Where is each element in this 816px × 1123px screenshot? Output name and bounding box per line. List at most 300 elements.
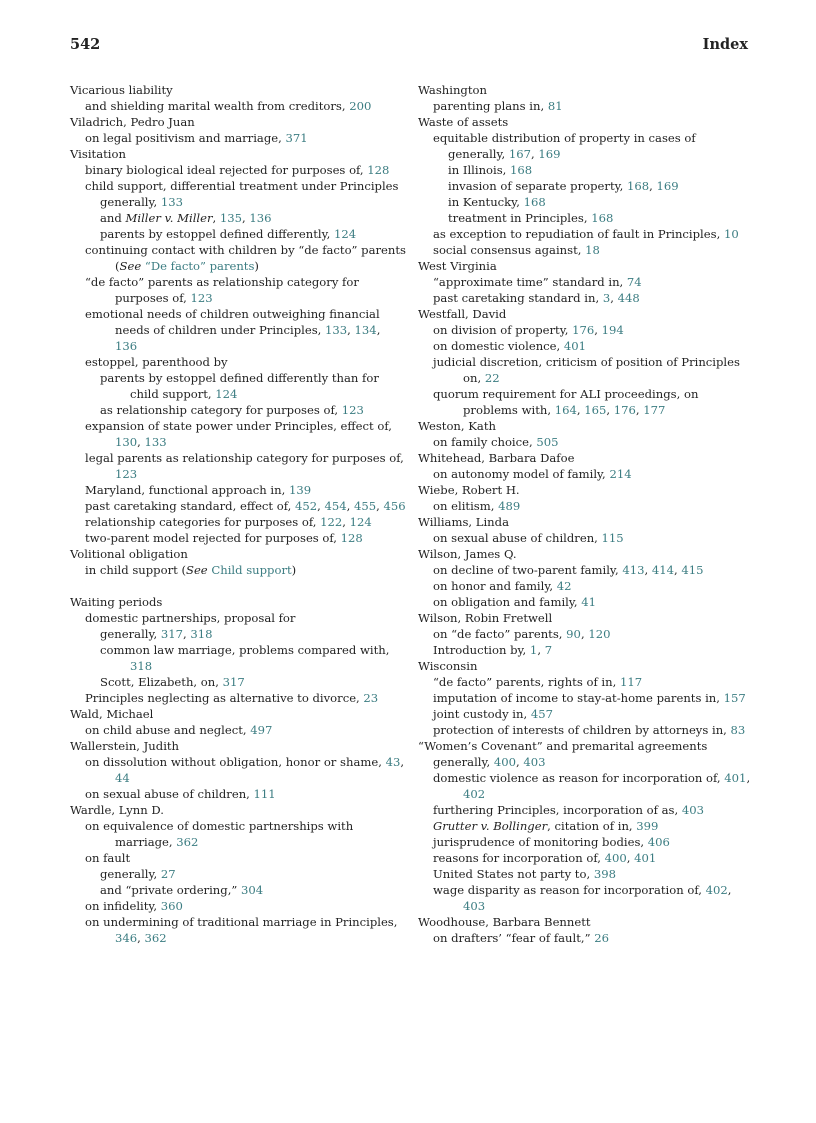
index-subentry [418,834,754,850]
page-reference-link[interactable]: 371 [285,131,308,145]
page-reference-link[interactable]: 123 [341,403,364,417]
index-subentry [418,722,754,738]
index-subentry [418,818,754,834]
entry-text: Wilson, Robin Fretwell [418,611,553,625]
index-column-right [418,82,754,946]
entry-text: ) [254,259,259,273]
index-subentry [70,498,406,514]
entry-text: “approximate time” standard in, [433,275,627,289]
entry-text: on elitism, [433,499,499,513]
page-reference-link[interactable]: 176 [572,323,595,337]
entry-text: , [576,403,585,417]
entry-text: on infidelity, [85,899,161,913]
index-subentry [70,690,406,706]
entry-text: , [137,435,145,449]
index-subentry [418,930,754,946]
entry-text: on honor and family, [433,579,557,593]
entry-text: equitable distribution of property in cases of [433,131,696,145]
page-reference-link[interactable]: 90 [566,627,581,641]
page-reference-link[interactable]: 403 [463,899,486,913]
entry-text: Vicarious liability [70,83,173,97]
page-reference-link[interactable]: 157 [723,691,746,705]
index-subentry [70,882,406,898]
page-reference-link[interactable]: 401 [724,771,747,785]
index-heading [418,546,754,562]
page-reference-link[interactable]: 135 [219,211,243,225]
index-subentry [70,562,406,578]
entry-text: on division of property, [433,323,573,337]
page-reference-link[interactable]: 489 [498,499,521,513]
index-heading [418,114,754,130]
entry-text: on autonomy model of family, [433,467,610,481]
index-subentry [418,178,754,194]
entry-text: , [537,643,545,657]
index-subentry [70,482,406,498]
entry-text: , [746,771,751,785]
page-reference-link[interactable]: 1 [529,643,538,657]
index-subentry [70,274,406,306]
entry-text: in child support ( [85,563,186,577]
page-reference-link[interactable]: 124 [215,387,238,401]
entry-text: , [212,211,220,225]
page-reference-link[interactable]: 398 [593,867,616,881]
entry-text: Wisconsin [418,659,478,673]
entry-text: , [317,499,325,513]
entry-text: , [606,403,614,417]
entry-text: on equivalence of domestic partnerships with marriage, [85,819,354,849]
entry-text: , [635,403,644,417]
index-subentry [70,626,406,642]
entry-text: on dissolution without obligation, honor or shame, [85,755,386,769]
page-reference-link[interactable]: 400 [604,851,627,865]
entry-text: , [400,755,405,769]
entry-text: , [347,323,355,337]
page-reference-link[interactable]: “De facto” parents [141,259,255,273]
page-reference-link[interactable]: 346 [115,931,138,945]
page-reference-link[interactable]: 165 [584,403,607,417]
entry-text: on undermining of traditional marriage in Principles, [85,915,398,929]
index-subentry [70,642,406,674]
entry-text: , [342,515,350,529]
page-reference-link[interactable]: 42 [556,579,572,593]
entry-text: Wardle, Lynn D. [70,803,164,817]
page-reference-link[interactable]: 133 [325,323,348,337]
entry-text: , [376,323,381,337]
page-reference-link[interactable]: 454 [324,499,347,513]
page-reference-link[interactable]: 317 [160,627,184,641]
page-reference-link[interactable]: 27 [160,867,176,881]
index-subentry [70,450,406,482]
index-heading [70,546,406,562]
index-subentry [418,338,754,354]
entry-text: and [100,211,126,225]
entry-text: relationship categories for purposes of, [85,515,321,529]
index-subentry [418,194,754,210]
index-subentry [418,146,754,162]
index-heading [418,514,754,530]
entry-text: joint custody in, [433,707,531,721]
entry-text: “Women’s Covenant” and premarital agreements [418,739,708,753]
index-subentry [418,866,754,882]
page-reference-link[interactable]: 123 [115,467,138,481]
entry-text: domestic violence as reason for incorporation of, [433,771,725,785]
page-reference-link[interactable]: 402 [705,883,728,897]
entry-text: on child abuse and neglect, [85,723,251,737]
page-reference-link[interactable]: 317 [222,675,245,689]
index-subentry [418,322,754,338]
entry-text: , [346,499,355,513]
index-subentry [418,594,754,610]
index-subentry [70,226,406,242]
entry-text: on sexual abuse of children, [433,531,602,545]
page-header [70,36,748,53]
index-subentry [70,130,406,146]
entry-text: continuing contact with children by “de facto” parents ( [85,243,406,273]
index-heading [418,482,754,498]
entry-text: domestic partnerships, proposal for [85,611,296,625]
italic-text: See [186,563,208,577]
page-reference-link[interactable]: 455 [354,499,377,513]
entry-text: generally, [100,627,161,641]
entry-text: Whitehead, Barbara Dafoe [418,451,575,465]
page-reference-link[interactable]: 74 [626,275,642,289]
index-heading [418,738,754,754]
index-heading [70,706,406,722]
entry-text: , [580,627,589,641]
entry-text: on domestic violence, [433,339,564,353]
index-subentry [418,642,754,658]
page-reference-link[interactable]: 168 [591,211,614,225]
page-reference-link[interactable]: Child support [207,563,292,577]
entry-text: past caretaking standard, effect of, [85,499,295,513]
entry-text: in Illinois, [448,163,511,177]
italic-text: Miller v. Miller [125,211,213,225]
entry-text: on drafters’ “fear of fault,” [433,931,595,945]
index-subentry [70,866,406,882]
page-reference-link[interactable]: 194 [601,323,624,337]
page-reference-link[interactable]: 133 [144,435,167,449]
page-reference-link[interactable]: 448 [617,291,640,305]
entry-text: Introduction by, [433,643,530,657]
entry-text: past caretaking standard in, [433,291,603,305]
page-reference-link[interactable]: 318 [190,627,213,641]
entry-text: Wiebe, Robert H. [418,483,520,497]
index-subentry [418,530,754,546]
page-reference-link[interactable]: 403 [523,755,546,769]
entry-text: generally, [433,755,494,769]
entry-text: and shielding marital wealth from creditors, [85,99,350,113]
entry-text: on obligation and family, [433,595,582,609]
entry-text: invasion of separate property, [448,179,627,193]
index-heading [418,610,754,626]
index-subentry [418,130,754,146]
index-subentry [70,514,406,530]
index-subentry [418,802,754,818]
index-heading [70,738,406,754]
page-reference-link[interactable]: 23 [363,691,379,705]
page-reference-link[interactable]: 505 [536,435,559,449]
page-reference-link[interactable]: 169 [656,179,679,193]
page-reference-link[interactable]: 3 [602,291,611,305]
entry-text: Wald, Michael [70,707,154,721]
index-subentry [70,850,406,866]
index-subentry [70,242,406,274]
page-reference-link[interactable]: 136 [115,339,138,353]
entry-text: Waiting periods [70,595,163,609]
entry-text: judicial discretion, criticism of position of Principles on, [433,355,740,385]
page-reference-link[interactable]: 362 [176,835,199,849]
index-subentry [418,706,754,722]
index-subentry [70,786,406,802]
page-reference-link[interactable]: 117 [619,675,643,689]
page-reference-link[interactable]: 304 [241,883,264,897]
page-reference-link[interactable]: 413 [622,563,645,577]
page-reference-link[interactable]: 120 [588,627,611,641]
entry-text: Wilson, James Q. [418,547,517,561]
entry-text: Woodhouse, Barbara Bennett [418,915,591,929]
entry-text: Williams, Linda [418,515,509,529]
entry-text: Maryland, functional approach in, [85,483,289,497]
index-subentry [418,386,754,418]
entry-text: Volitional obligation [70,547,188,561]
page-reference-link[interactable]: 399 [636,819,659,833]
page-reference-link[interactable]: 318 [130,659,153,673]
index-heading [418,658,754,674]
page-reference-link[interactable]: 7 [544,643,553,657]
page-reference-link[interactable]: 111 [253,787,276,801]
index-subentry [418,290,754,306]
page-reference-link[interactable]: 128 [340,531,363,545]
index-subentry [418,578,754,594]
page-reference-link[interactable]: 139 [288,483,312,497]
entry-text: social consensus against, [433,243,586,257]
page-reference-link[interactable]: 122 [320,515,343,529]
entry-text: , [727,883,732,897]
entry-text: protection of interests of children by attorneys in, [433,723,731,737]
index-subentry [418,274,754,290]
entry-text: child support, differential treatment under Principles [85,179,399,193]
page-reference-link[interactable]: 81 [547,99,563,113]
page-reference-link[interactable]: 124 [349,515,372,529]
entry-text: on legal positivism and marriage, [85,131,286,145]
entry-text: parents by estoppel defined differently than for child support, [100,371,379,401]
entry-text: Waste of assets [418,115,509,129]
index-subentry [418,210,754,226]
entry-text: Principles neglecting as alternative to divorce, [85,691,364,705]
index-subentry [418,690,754,706]
index-subentry [418,434,754,450]
entry-text: parenting plans in, [433,99,548,113]
page-reference-link[interactable]: 403 [681,803,705,817]
entry-text: , [531,147,539,161]
page-reference-link[interactable]: 402 [463,787,486,801]
page-reference-link[interactable]: 360 [160,899,183,913]
entry-text: on decline of two-parent family, [433,563,623,577]
page-reference-link[interactable]: 452 [295,499,318,513]
entry-text: estoppel, parenthood by [85,355,228,369]
page-reference-link[interactable]: 414 [651,563,674,577]
page-reference-link[interactable]: 123 [190,291,213,305]
index-subentry [70,610,406,626]
page-reference-link[interactable]: 167 [508,147,532,161]
index-heading [418,82,754,98]
italic-text: See [119,259,142,273]
page-reference-link[interactable]: 406 [647,835,670,849]
entry-spacer [70,578,406,594]
index-heading [418,914,754,930]
page-reference-link[interactable]: 134 [354,323,377,337]
entry-text: , [137,931,145,945]
entry-text: Visitation [70,147,126,161]
index-subentry [70,674,406,690]
index-heading [418,306,754,322]
page-reference-link[interactable]: 362 [144,931,167,945]
entry-text: ) [291,563,297,577]
page-reference-link[interactable]: 26 [594,931,609,945]
entry-text: generally, [100,195,161,209]
index-subentry [70,754,406,786]
index-subentry [70,914,406,946]
index-subentry [418,626,754,642]
page-reference-link[interactable]: 401 [563,339,587,353]
page-reference-link[interactable]: 214 [609,467,632,481]
index-column-left [70,82,406,946]
page-reference-link[interactable]: 10 [723,227,739,241]
entry-text: , [649,179,657,193]
page-reference-link[interactable]: 400 [493,755,517,769]
page-reference-link[interactable]: 401 [634,851,657,865]
italic-text: Grutter v. Bollinger [433,819,548,833]
index-subentry [70,530,406,546]
page-reference-link[interactable]: 130 [115,435,138,449]
index-subentry [418,882,754,914]
entry-text: reasons for incorporation of, [433,851,605,865]
entry-text: treatment in Principles, [448,211,592,225]
page-reference-link[interactable]: 128 [367,163,390,177]
entry-text: , [376,499,384,513]
index-subentry [70,354,406,370]
index-heading [70,82,406,98]
entry-text: , [516,755,524,769]
entry-text: “de facto” parents as relationship category for purposes of, [85,275,359,305]
index-subentry [70,98,406,114]
entry-text: on sexual abuse of children, [85,787,254,801]
entry-text: , [673,563,682,577]
index-subentry [70,370,406,402]
entry-text: quorum requirement for ALI proceedings, on problems with, [433,387,699,417]
entry-text: , [644,563,652,577]
page-reference-link[interactable]: 177 [643,403,666,417]
page-reference-link[interactable]: 415 [681,563,704,577]
entry-text: emotional needs of children outweighing financial needs of children under Principles, [85,307,380,337]
entry-text: Wallerstein, Judith [70,739,180,753]
entry-text: in Kentucky, [448,195,524,209]
page-reference-link[interactable]: 169 [538,147,561,161]
entry-text: jurisprudence of monitoring bodies, [433,835,648,849]
entry-text: “de facto” parents, rights of in, [433,675,620,689]
page-reference-link[interactable]: 22 [484,371,500,385]
index-heading [70,594,406,610]
entry-text: , [626,851,635,865]
entry-text: binary biological ideal rejected for purposes of, [85,163,368,177]
page-reference-link[interactable]: 176 [613,403,636,417]
page-reference-link[interactable]: 124 [334,227,357,241]
index-subentry [70,898,406,914]
index-subentry [70,162,406,178]
entry-text: , [610,291,618,305]
entry-text: legal parents as relationship category for purposes of, [85,451,404,465]
page-number: 542 [70,36,101,53]
entry-text: , [242,211,250,225]
entry-text: on fault [85,851,131,865]
index-subentry [418,226,754,242]
index-subentry [418,770,754,802]
index-heading [418,418,754,434]
page-reference-link[interactable]: 164 [554,403,577,417]
index-subentry [70,194,406,210]
page-reference-link[interactable]: 168 [523,195,546,209]
entry-text: furthering Principles, incorporation of as, [433,803,682,817]
entry-text: United States not party to, [433,867,594,881]
index-subentry [418,674,754,690]
entry-text: generally, [100,867,161,881]
entry-text: as relationship category for purposes of, [100,403,342,417]
entry-text: expansion of state power under Principles, effect of, [85,419,392,433]
page-reference-link[interactable]: 133 [160,195,184,209]
entry-text: on family choice, [433,435,537,449]
entry-text: , citation of in, [547,819,637,833]
entry-text: Viladrich, Pedro Juan [70,115,195,129]
page-reference-link[interactable]: 115 [601,531,624,545]
page-reference-link[interactable]: 200 [349,99,372,113]
section-title: Index [702,36,748,53]
entry-text: Washington [418,83,487,97]
page-reference-link[interactable]: 168 [510,163,533,177]
index-heading [418,258,754,274]
index-subentry [70,306,406,354]
entry-text: , [183,627,191,641]
entry-text: two-parent model rejected for purposes of, [85,531,341,545]
page-reference-link[interactable]: 41 [581,595,597,609]
entry-text: and “private ordering,” [100,883,241,897]
page-reference-link[interactable]: 456 [383,499,406,513]
index-subentry [418,466,754,482]
page-reference-link[interactable]: 44 [115,771,130,785]
entry-text: on “de facto” parents, [433,627,567,641]
entry-text: Westfall, David [418,307,507,321]
index-subentry [70,210,406,226]
entry-text: Weston, Kath [418,419,496,433]
index-subentry [418,98,754,114]
page-reference-link[interactable]: 43 [385,755,401,769]
entry-text: parents by estoppel defined differently, [100,227,334,241]
page-reference-link[interactable]: 497 [250,723,273,737]
page-reference-link[interactable]: 18 [585,243,600,257]
page-reference-link[interactable]: 457 [530,707,553,721]
page-reference-link[interactable]: 83 [730,723,746,737]
page-reference-link[interactable]: 136 [249,211,272,225]
entry-text: imputation of income to stay-at-home parents in, [433,691,724,705]
index-heading [70,114,406,130]
index-subentry [418,354,754,386]
index-heading [418,450,754,466]
index-subentry [70,402,406,418]
page-reference-link[interactable]: 168 [627,179,650,193]
entry-text: as exception to repudiation of fault in Principles, [433,227,724,241]
entry-text: generally, [448,147,509,161]
index-subentry [418,754,754,770]
entry-text: , [594,323,602,337]
